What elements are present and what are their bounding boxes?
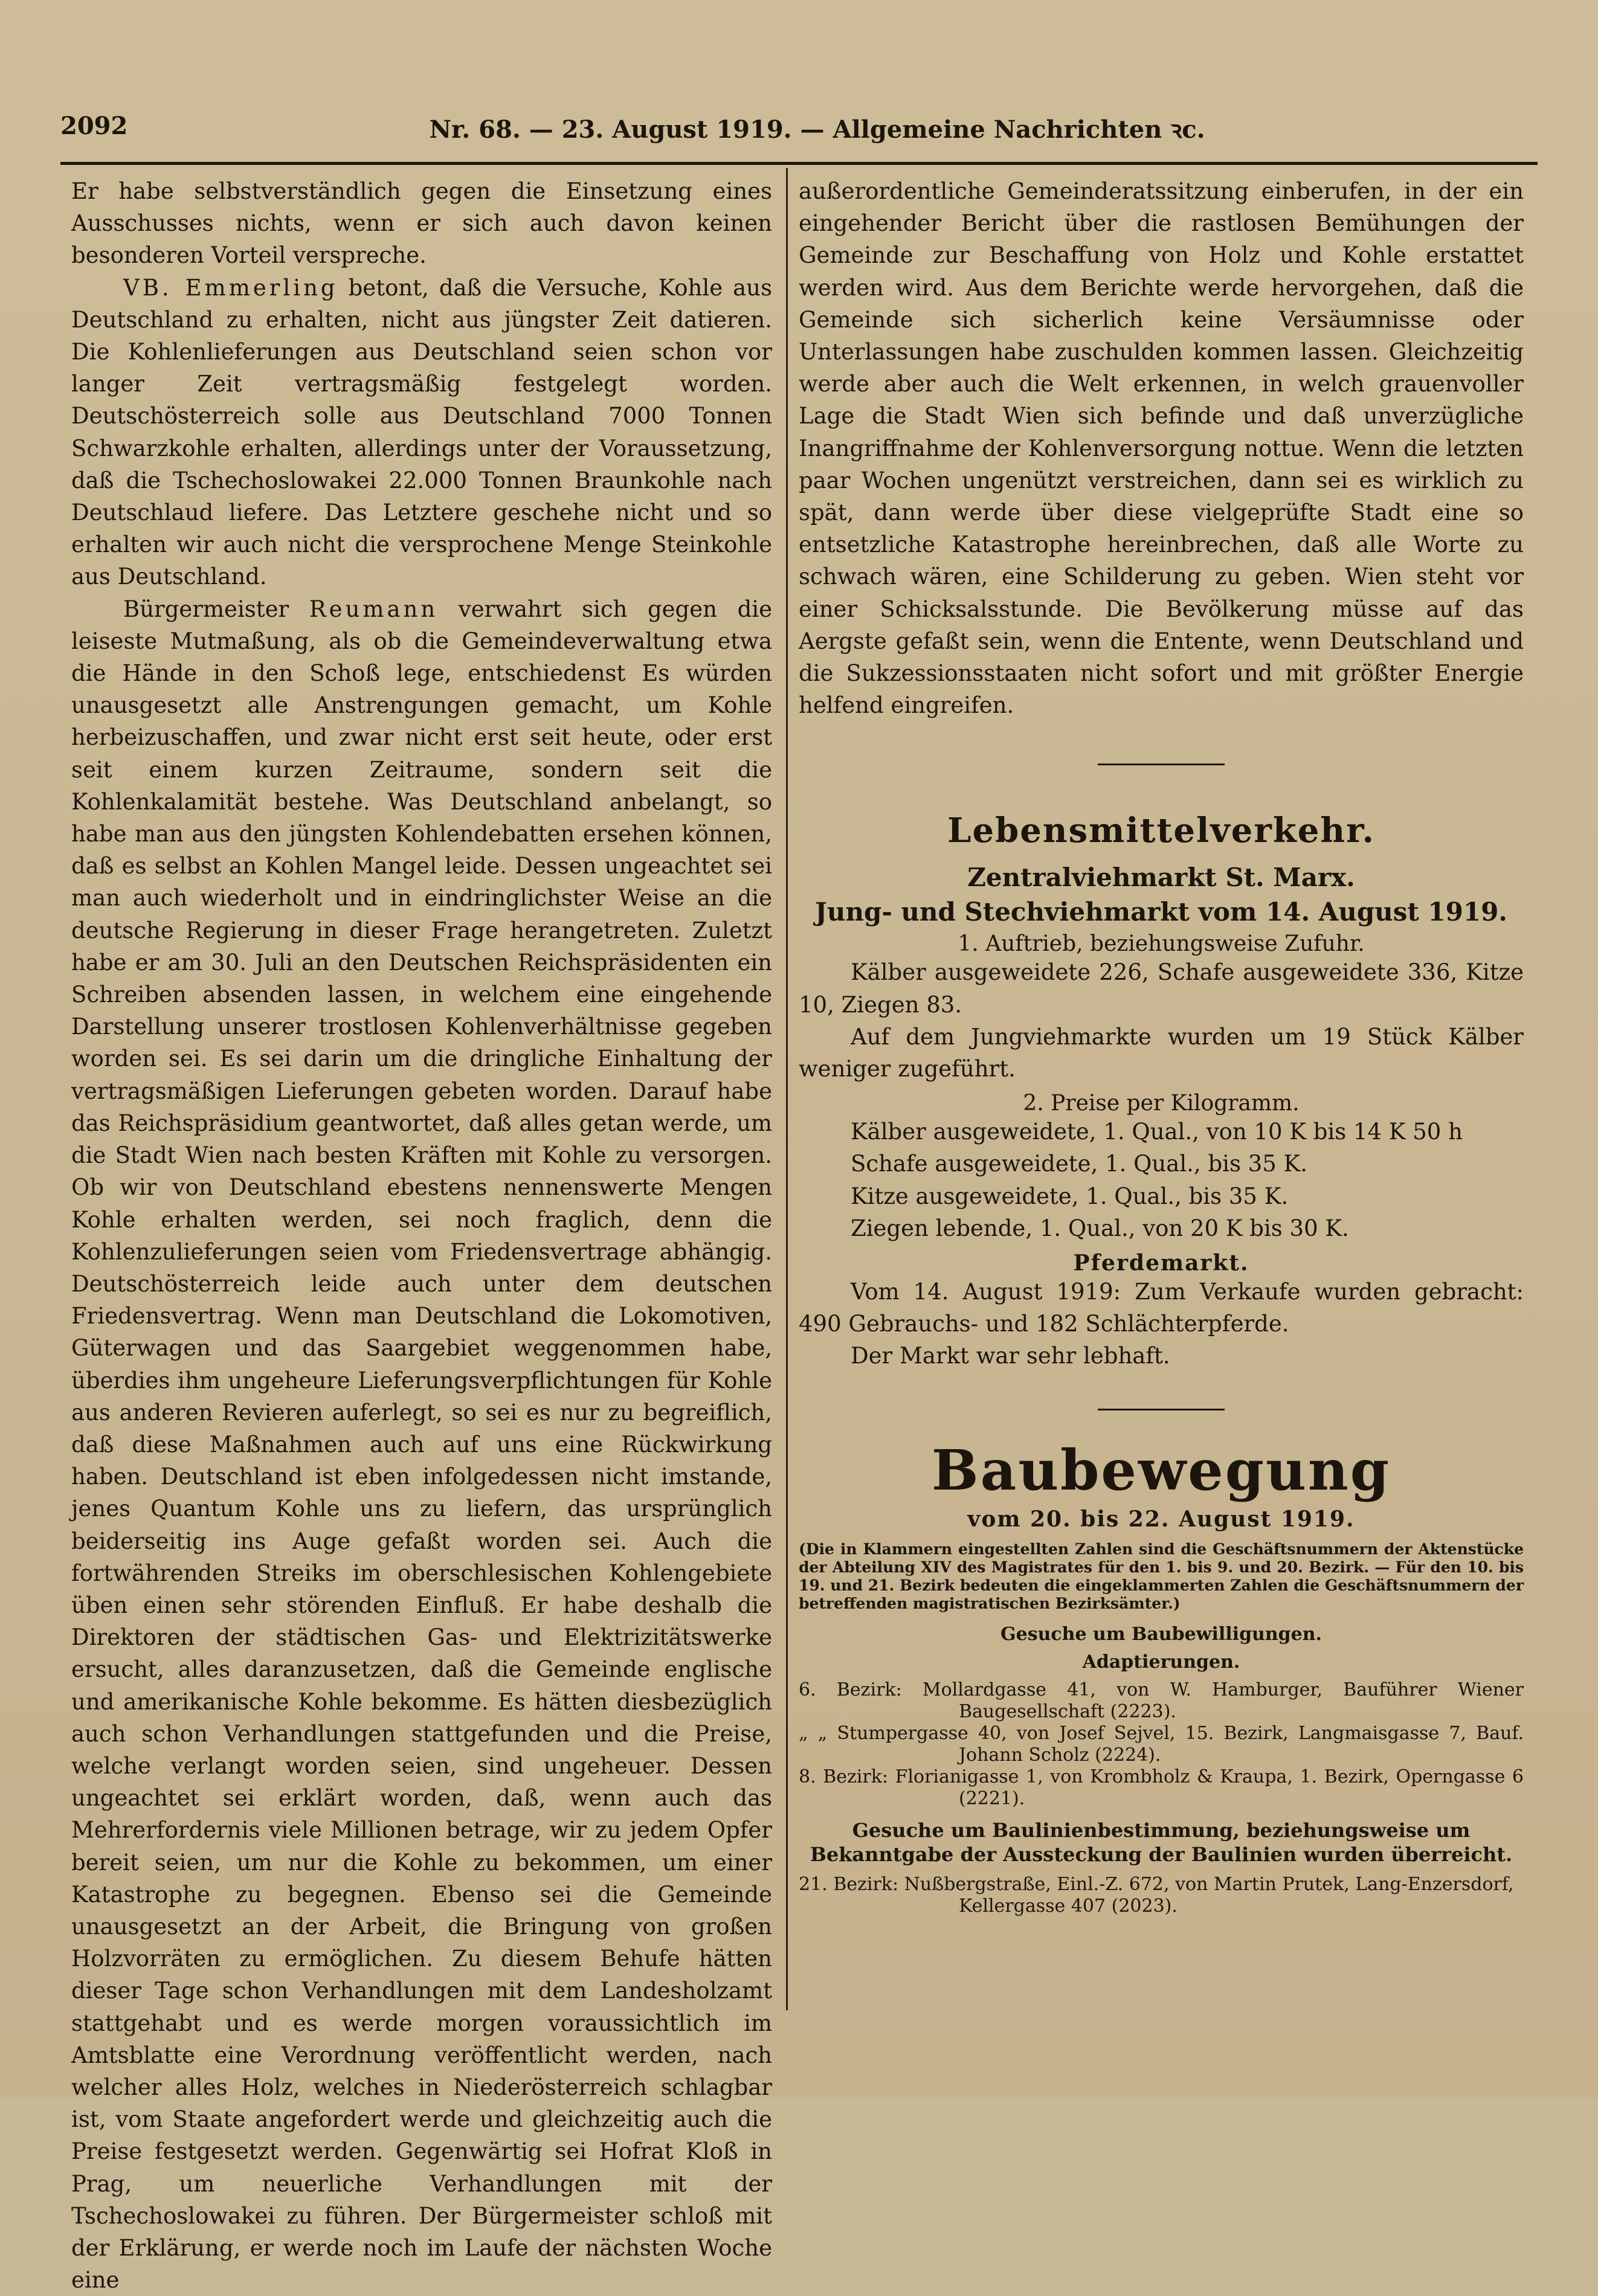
continuation-paragraph: außerordentliche Gemeinderatssitzung einberufen, in der ein eingehender Bericht über die rastlosen Bemühungen der Gemeinde zur Beschaffung von Holz und Kohle erstattet werden wird. Aus dem Berichte werde hervorgehen, daß die Gemeinde sich sicherlich keine Versäumnisse oder Unterlassungen habe zuschulden kommen lassen. Gleichzeitig werde aber auch die Welt erkennen, in welch grauenvoller Lage die Stadt Wien sich befinde und daß unverzügliche Inangriffnahme der Kohlenversorgung nottue. Wenn die letzten paar Wochen ungenützt verstreichen, dann sei es wirklich zu spät, dann werde über diese vielgeprüfte Stadt eine so entsetzliche Katastrophe hereinbrechen, daß alle Worte zu schwach wären, eine Schilderung zu geben. Wien steht vor einer Schicksalsstunde. Die Bevölkerung müsse auf das Aergste gefaßt sein, wenn die Entente, wenn Deutschland und die Sukzessionsstaaten nicht sofort und mit größter Energie helfend eingreifen. bbox=[799, 178, 1524, 719]
bau-entry: „ „ Stumpergasse 40, von Josef Sejvel, 15. Bezirk, Langmaisgasse 7, Bauf. Johann Scholz (2224). bbox=[799, 1722, 1524, 1766]
paragraph-3-text: verwahrt sich gegen die leiseste Mutmaßung, als ob die Gemeindeverwaltung etwa die Hände in den Schoß lege, entschiedenst Es würden unausgesetzt alle Anstrengungen gemacht, um Kohle herbeizuschaffen, und zwar nicht erst seit heute, oder erst seit einem kurzen Zeitraume, sondern seit die Kohlenkalamität bestehe. Was Deutschland anbelangt, so habe man aus den jüngsten Kohlendebatten ersehen können, daß es selbst an Kohlen Mangel leide. Dessen ungeachtet sei man auch wiederholt und in eindringlichster Weise an die deutsche Regierung in dieser Frage herangetreten. Zuletzt habe er am 30. Juli an den Deutschen Reichspräsidenten ein Schreiben absenden lassen, in welchem eine eingehende Darstellung unserer trostlosen Kohlenverhältnisse gegeben worden sei. Es sei darin um die dringliche Einhaltung der vertragsmäßigen Lieferungen gebeten worden. Darauf habe das Reichspräsidium geantwortet, daß alles getan werde, um die Stadt Wien nach besten Kräften mit Kohle zu versorgen. Ob wir von Deutschland ebestens nennenswerte Mengen Kohle erhalten werden, sei noch fraglich, denn die Kohlenzulieferungen seien vom Friedensvertrage abhängig. Deutschösterreich leide auch unter dem deutschen Friedensvertrag. Wenn man Deutschland die Lokomotiven, Güterwagen und das Saargebiet weggenommen habe, überdies ihm ungeheure Lieferungsverpflichtungen für Kohle aus anderen Revieren auferlegt, so sei es nur zu begreiflich, daß diese Maßnahmen auch auf uns eine Rückwirkung haben. Deutschland ist eben infolgedessen nicht imstande, jenes Quantum Kohle uns zu liefern, das ursprünglich beiderseitig ins Auge gefaßt worden sei. Auch die fortwährenden Streiks im oberschlesischen Kohlengebiete üben einen sehr störenden Einfluß. Er habe deshalb die Direktoren der städtischen Gas- und Elektrizitätswerke ersucht, alles daranzusetzen, daß die Gemeinde englische und amerikanische Kohle bekomme. Es hätten diesbezüglich auch schon Verhandlungen stattgefunden und die Preise, welche verlangt worden seien, sind ungeheuer. Dessen ungeachtet sei erklärt worden, daß, wenn auch das Mehrerfordernis viele Millionen betrage, wir zu jedem Opfer bereit seien, um nur die Kohle zu bekommen, um einer Katastrophe zu begegnen. Ebenso sei die Gemeinde unausgesetzt an der Arbeit, die Bringung von großen Holzvorräten zu ermöglichen. Zu diesem Behufe hätten dieser Tage schon Verhandlungen mit dem Landesholzamt stattgehabt und es werde morgen voraussichtlich im Amtsblatte eine Verordnung veröffentlicht werden, nach welcher alles Holz, welches in Niederösterreich schlagbar ist, vom Staate angefordert werde und gleichzeitig auch die Preise festgesetzt werden. Gegenwärtig sei Hofrat Kloß in Prag, um neuerliche Verhandlungen mit der Tschechoslowakei zu führen. Der Bürgermeister schloß mit der Erklärung, er werde noch im Laufe der nächsten Woche eine bbox=[71, 596, 772, 2294]
right-column bbox=[799, 175, 1524, 1917]
bau-entry: 6. Bezirk: Mollardgasse 41, von W. Hamburger, Bauführer Wiener Baugesellschaft (2223). bbox=[799, 1679, 1524, 1722]
subheading-zentralviehmarkt: Zentralviehmarkt St. Marx. bbox=[967, 863, 1355, 893]
section-heading-lebensmittel: Lebensmittelverkehr. bbox=[947, 811, 1375, 851]
auftrieb-text: Kälber ausgeweidete 226, Schafe ausgeweidete 336, Kitze 10, Ziegen 83. bbox=[799, 959, 1524, 1018]
subheading-jungviehmarkt: Jung- und Stechviehmarkt vom 14. August 1919. bbox=[815, 897, 1507, 927]
subheading-auftrieb: 1. Auftrieb, beziehungsweise Zufuhr. bbox=[958, 931, 1365, 957]
price-line: Ziegen lebende, 1. Qual., von 20 K bis 30 K. bbox=[851, 1215, 1349, 1241]
column-divider bbox=[786, 168, 788, 2010]
header-rule bbox=[60, 162, 1538, 165]
section-heading-baubewegung: Baubewegung bbox=[931, 1437, 1391, 1503]
pferdemarkt-text-2: Der Markt war sehr lebhaft. bbox=[851, 1343, 1170, 1369]
pferdemarkt-text: Vom 14. August 1919: Zum Verkaufe wurden gebracht: 490 Gebrauchs- und 182 Schlächterpferde. bbox=[799, 1279, 1524, 1337]
speaker-name: VB. Emmerling bbox=[123, 274, 338, 301]
auftrieb-text-2: Auf dem Jungviehmarkte wurden um 19 Stück Kälber weniger zugeführt. bbox=[799, 1023, 1524, 1082]
subheading-adaptierungen: Adaptierungen. bbox=[1082, 1651, 1240, 1673]
bau-entry: 8. Bezirk: Florianigasse 1, von Krombholz & Kraupa, 1. Bezirk, Operngasse 6 (2221). bbox=[799, 1766, 1524, 1809]
page-title: Nr. 68. — 23. August 1919. — Allgemeine Nachrichten ꝛc. bbox=[429, 115, 1205, 144]
paragraph-3 bbox=[71, 593, 772, 2296]
paragraph-2 bbox=[71, 272, 772, 593]
bau-entry-21: 21. Bezirk: Nußbergstraße, Einl.-Z. 672, von Martin Prutek, Lang-Enzersdorf, Kellergasse 407 (2023). bbox=[799, 1873, 1514, 1917]
price-line: Kälber ausgeweidete, 1. Qual., von 10 K bis 14 K 50 h bbox=[851, 1119, 1463, 1145]
subheading-pferdemarkt: Pferdemarkt. bbox=[1073, 1250, 1249, 1276]
subheading-preise: 2. Preise per Kilogramm. bbox=[1023, 1091, 1300, 1116]
bau-entries bbox=[799, 1679, 1524, 1810]
subheading-gesuche: Gesuche um Baubewilligungen. bbox=[1000, 1623, 1323, 1645]
paragraph-1: Er habe selbstverständlich gegen die Einsetzung eines Ausschusses nichts, wenn er sich auch davon keinen besonderen Vorteil verspreche. bbox=[71, 178, 772, 269]
page-header bbox=[60, 112, 1538, 148]
price-line: Kitze ausgeweidete, 1. Qual., bis 35 K. bbox=[851, 1183, 1289, 1209]
price-list bbox=[799, 1116, 1524, 1244]
paragraph-2-text: betont, daß die Versuche, Kohle aus Deutschland zu erhalten, nicht aus jüngster Zeit datieren. Die Kohlenlieferungen aus Deutschland seien schon vor langer Zeit vertragsmäßig festgelegt worden. Deutschösterreich solle aus Deutschland 7000 Tonnen Schwarzkohle erhalten, allerdings unter der Voraussetzung, daß die Tschechoslowakei 22.000 Tonnen Braunkohle nach Deutschlaud liefere. Das Letztere geschehe nicht und so erhalten wir auch nicht die versprochene Menge Steinkohle aus Deutschland. bbox=[71, 274, 772, 590]
left-column bbox=[71, 175, 772, 2296]
baubewegung-date: vom 20. bis 22. August 1919. bbox=[967, 1506, 1355, 1532]
baulinien-heading: Gesuche um Baulinienbestimmung, beziehungsweise um Bekanntgabe der Aussteckung der Baulinien wurden überreicht. bbox=[810, 1818, 1513, 1866]
mayor-name: Reumann bbox=[309, 596, 439, 622]
baubewegung-note: (Die in Klammern eingestellten Zahlen sind die Geschäftsnummern der Aktenstücke der Abteilung XIV des Magistrates für den 1. bis 9. und 20. Bezirk. — Für den 10. bis 19. und 21. Bezirk bedeuten die eingeklammerten Zahlen die Geschäftsnummern der betreffenden magistratischen Bezirksämter.) bbox=[799, 1540, 1524, 1612]
price-line: Schafe ausgeweidete, 1. Qual., bis 35 K. bbox=[851, 1151, 1307, 1177]
paragraph-3-lead: Bürgermeister bbox=[123, 596, 309, 622]
page-number: 2092 bbox=[60, 112, 128, 140]
